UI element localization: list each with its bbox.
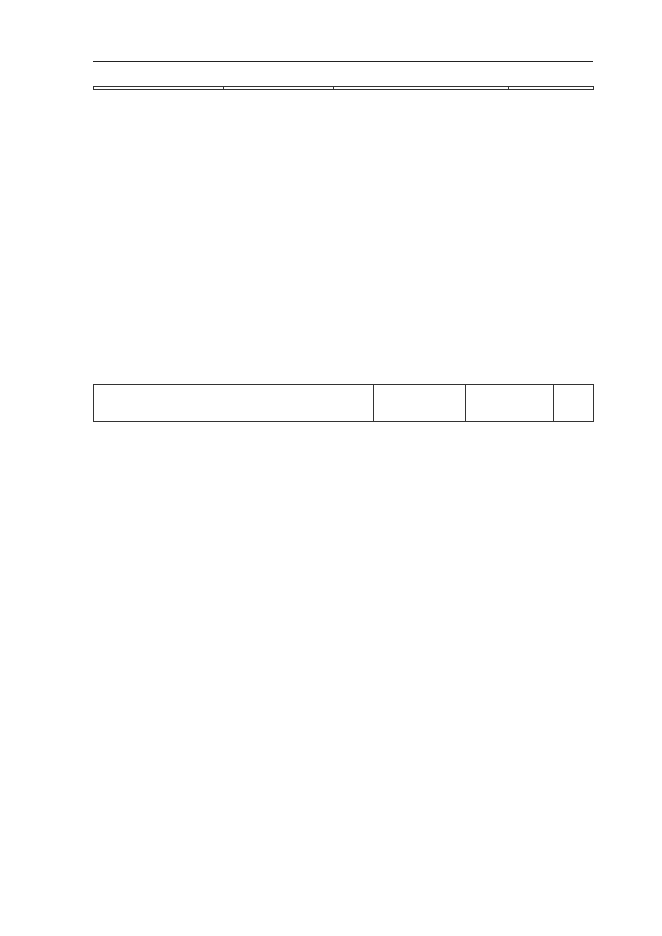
header-item xyxy=(94,385,374,422)
key-financial-table xyxy=(93,86,594,90)
non-recurring-table xyxy=(93,384,594,422)
header-remark xyxy=(554,385,594,422)
col-period-end xyxy=(224,87,334,90)
header-divider xyxy=(93,61,593,62)
header-ytd xyxy=(466,385,554,422)
col-last-year-end xyxy=(334,87,509,90)
header-current xyxy=(374,385,466,422)
col-change xyxy=(509,87,594,90)
table-header-row xyxy=(94,385,594,422)
empty-cell xyxy=(94,87,224,90)
table-subheader-row xyxy=(94,87,594,90)
